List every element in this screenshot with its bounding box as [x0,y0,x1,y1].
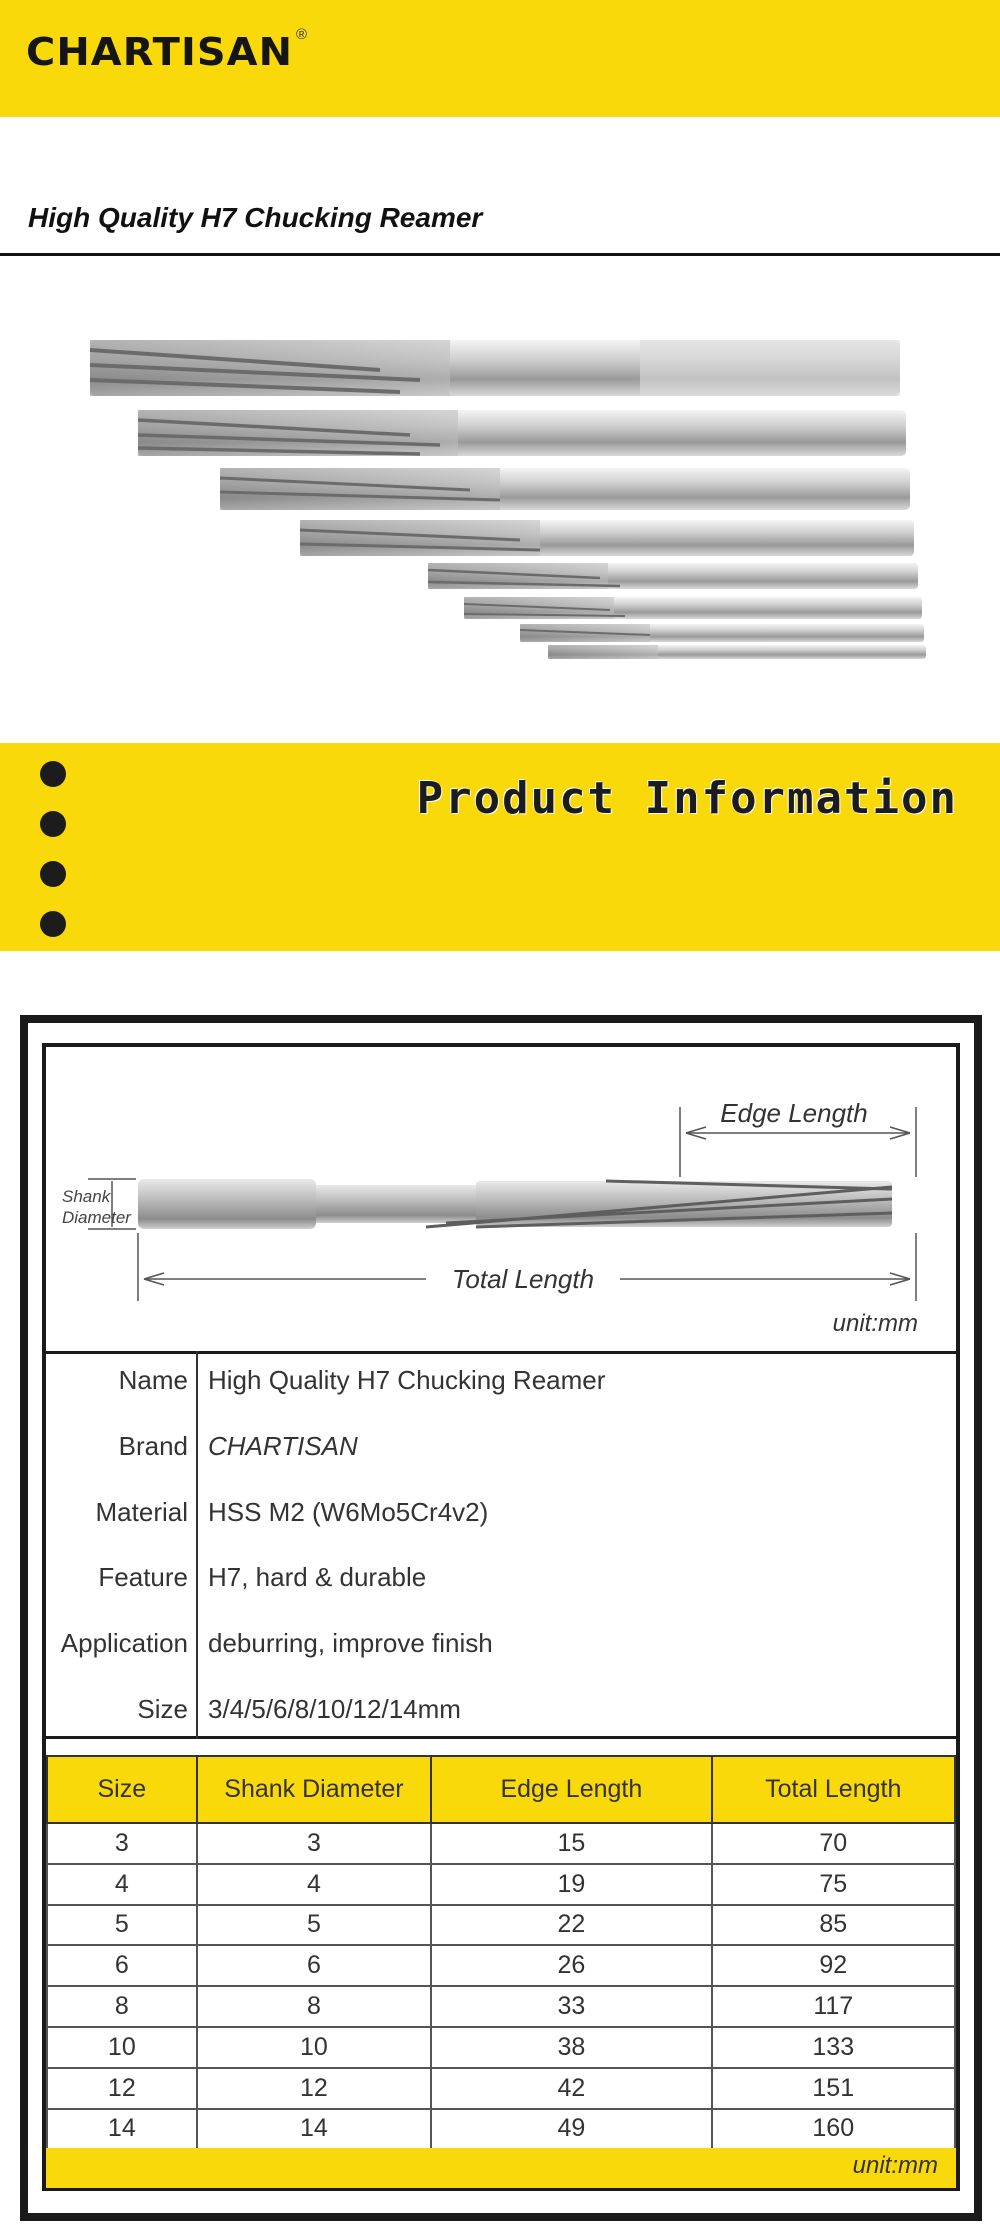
banner-title: Product Information [416,773,958,824]
table-row [47,1823,955,1864]
spec-label: Application [60,1628,188,1658]
table-cell: 3 [47,1823,197,1864]
spec-panel [46,1351,956,1739]
spec-value: 3/4/5/6/8/10/12/14mm [208,1694,461,1724]
size-table [46,1755,956,2150]
registered-mark: ® [296,26,308,43]
reamer-7 [520,624,924,642]
brand-logo: CHARTISAN [26,30,294,74]
table-cell: 22 [431,1905,711,1946]
table-cell: 92 [712,1945,955,1986]
spec-label: Name [118,1365,188,1395]
divider-line [0,253,1000,256]
table-cell: 15 [431,1823,711,1864]
table-cell: 8 [47,1986,197,2027]
table-cell: 38 [431,2027,711,2068]
table-cell: 85 [712,1905,955,1946]
header-bar [0,0,1000,117]
table-row [47,1945,955,1986]
dimension-diagram [46,1047,956,1349]
spec-row-brand [46,1431,956,1471]
reamer-1 [90,340,900,396]
product-information-banner [0,743,1000,951]
total-length-label: Total Length [451,1264,595,1294]
table-cell: 8 [197,1986,432,2027]
reamer-6 [464,597,922,619]
table-cell: 70 [712,1823,955,1864]
spec-row-name [46,1365,956,1405]
table-cell: 12 [197,2068,432,2109]
table-cell: 6 [197,1945,432,1986]
table-row [47,1864,955,1905]
table-row [47,2068,955,2109]
table-cell: 10 [47,2027,197,2068]
edge-length-label: Edge Length [720,1098,868,1128]
table-cell: 49 [431,2109,711,2150]
spec-row-material [46,1497,956,1537]
table-cell: 75 [712,1864,955,1905]
table-cell: 5 [197,1905,432,1946]
table-cell: 160 [712,2109,955,2150]
table-cell: 26 [431,1945,711,1986]
table-cell: 33 [431,1986,711,2027]
table-cell: 6 [47,1945,197,1986]
shank-label-line2: Diameter [62,1208,131,1227]
table-row [47,1905,955,1946]
bullet-dot [40,761,66,787]
spec-label: Material [95,1497,188,1527]
table-row [47,1986,955,2027]
diagram-unit: unit:mm [832,1310,918,1337]
reamer-3 [220,468,910,510]
table-cell: 117 [712,1986,955,2027]
column-header: Shank Diameter [197,1756,432,1823]
bullet-dot [40,911,66,937]
column-header: Size [47,1756,197,1823]
product-photo [80,320,940,660]
table-row [47,2027,955,2068]
table-cell: 14 [47,2109,197,2150]
spec-value: H7, hard & durable [208,1562,427,1592]
table-cell: 19 [431,1864,711,1905]
table-cell: 10 [197,2027,432,2068]
table-cell: 42 [431,2068,711,2109]
spec-label: Feature [98,1562,188,1592]
spec-row-application [46,1628,956,1668]
table-cell: 12 [47,2068,197,2109]
spec-row-feature [46,1562,956,1602]
spec-value: High Quality H7 Chucking Reamer [208,1365,606,1395]
product-subtitle: High Quality H7 Chucking Reamer [28,202,483,233]
bullet-dot [40,861,66,887]
table-header-row [47,1756,955,1823]
reamer-2 [138,410,906,456]
reamer-8 [548,645,926,659]
reamer-4 [300,520,914,556]
table-cell: 133 [712,2027,955,2068]
spec-label: Brand [118,1431,188,1461]
diagram-shank [138,1179,316,1229]
column-header: Edge Length [431,1756,711,1823]
spec-value: CHARTISAN [208,1431,358,1461]
table-cell: 14 [197,2109,432,2150]
spec-value: HSS M2 (W6Mo5Cr4v2) [208,1497,489,1527]
bullet-dot [40,811,66,837]
table-unit: unit:mm [852,2152,938,2179]
spec-row-size [46,1694,956,1734]
reamer-5 [428,563,918,589]
spec-divider [196,1351,198,1739]
table-row [47,2109,955,2150]
table-cell: 5 [47,1905,197,1946]
shank-label-line1: Shank [62,1187,111,1206]
table-cell: 151 [712,2068,955,2109]
table-cell: 4 [47,1864,197,1905]
table-footer [46,2148,956,2188]
table-cell: 4 [197,1864,432,1905]
spec-label: Size [137,1694,188,1724]
table-cell: 3 [197,1823,432,1864]
column-header: Total Length [712,1756,955,1823]
spec-value: deburring, improve finish [208,1628,493,1658]
